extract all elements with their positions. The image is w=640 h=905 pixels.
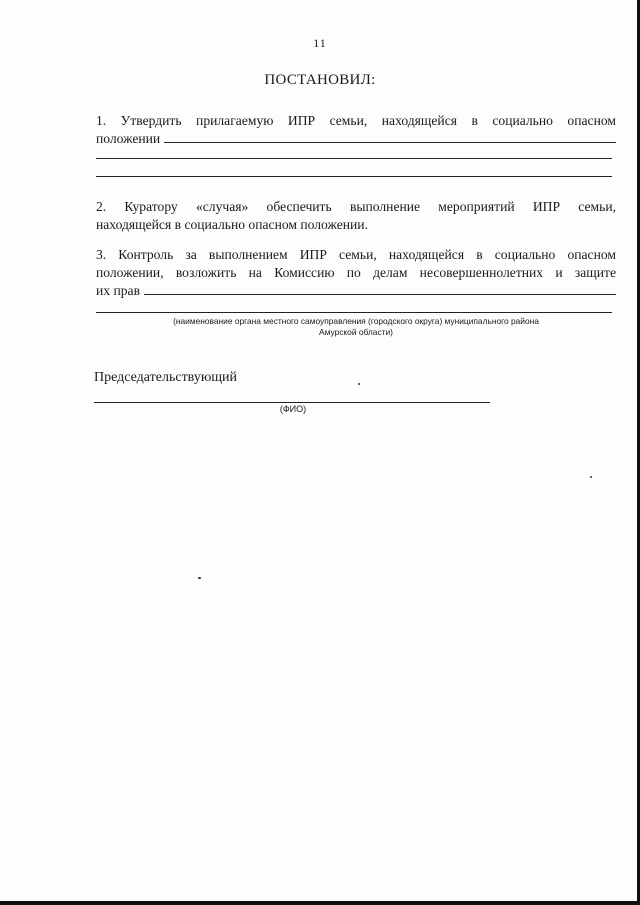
item-3-line-2: положении, возложить на Комиссию по делам несовершеннолетних и защите: [96, 265, 616, 280]
item-2-paragraph: [96, 198, 616, 234]
signature-line: [94, 402, 490, 403]
scan-speck: [198, 577, 201, 579]
item-3-fill-line: [144, 282, 616, 295]
scan-speck: [590, 476, 592, 478]
chair-label: Председательствующий: [94, 370, 238, 385]
item-3-line-3: их прав: [96, 283, 140, 298]
item-1-line-1: 1. Утвердить прилагаемую ИПР семьи, находящейся в социально опасном: [96, 113, 616, 128]
item-1-line-2: положении: [96, 131, 161, 146]
body-name-caption-line-2: Амурской области): [319, 327, 393, 337]
item-3-line-3-row: [96, 282, 616, 300]
decree-title: ПОСТАНОВИЛ:: [264, 72, 376, 88]
item-1-blank-line-1: [96, 158, 612, 159]
body-name-caption: [96, 316, 616, 338]
fio-caption: (ФИО): [279, 404, 307, 414]
scan-edge-bottom: [0, 901, 640, 905]
page-number: 11: [313, 36, 327, 50]
item-1-line-2-row: [96, 130, 616, 148]
body-name-blank-line: [96, 312, 612, 313]
body-name-caption-line-1: (наименование органа местного самоуправления (городского округа) муниципального района: [173, 316, 539, 326]
item-1-fill-line: [164, 130, 616, 143]
scan-speck: [358, 383, 360, 385]
item-3-paragraph: [96, 246, 616, 300]
item-1-blank-line-2: [96, 176, 612, 177]
item-3-line-1: 3. Контроль за выполнением ИПР семьи, находящейся в социально опасном: [96, 247, 616, 262]
item-1-paragraph: [96, 112, 616, 148]
item-2-line-1: 2. Куратору «случая» обеспечить выполнение мероприятий ИПР семьи,: [96, 199, 616, 214]
item-2-line-2: находящейся в социально опасном положении.: [96, 217, 368, 232]
